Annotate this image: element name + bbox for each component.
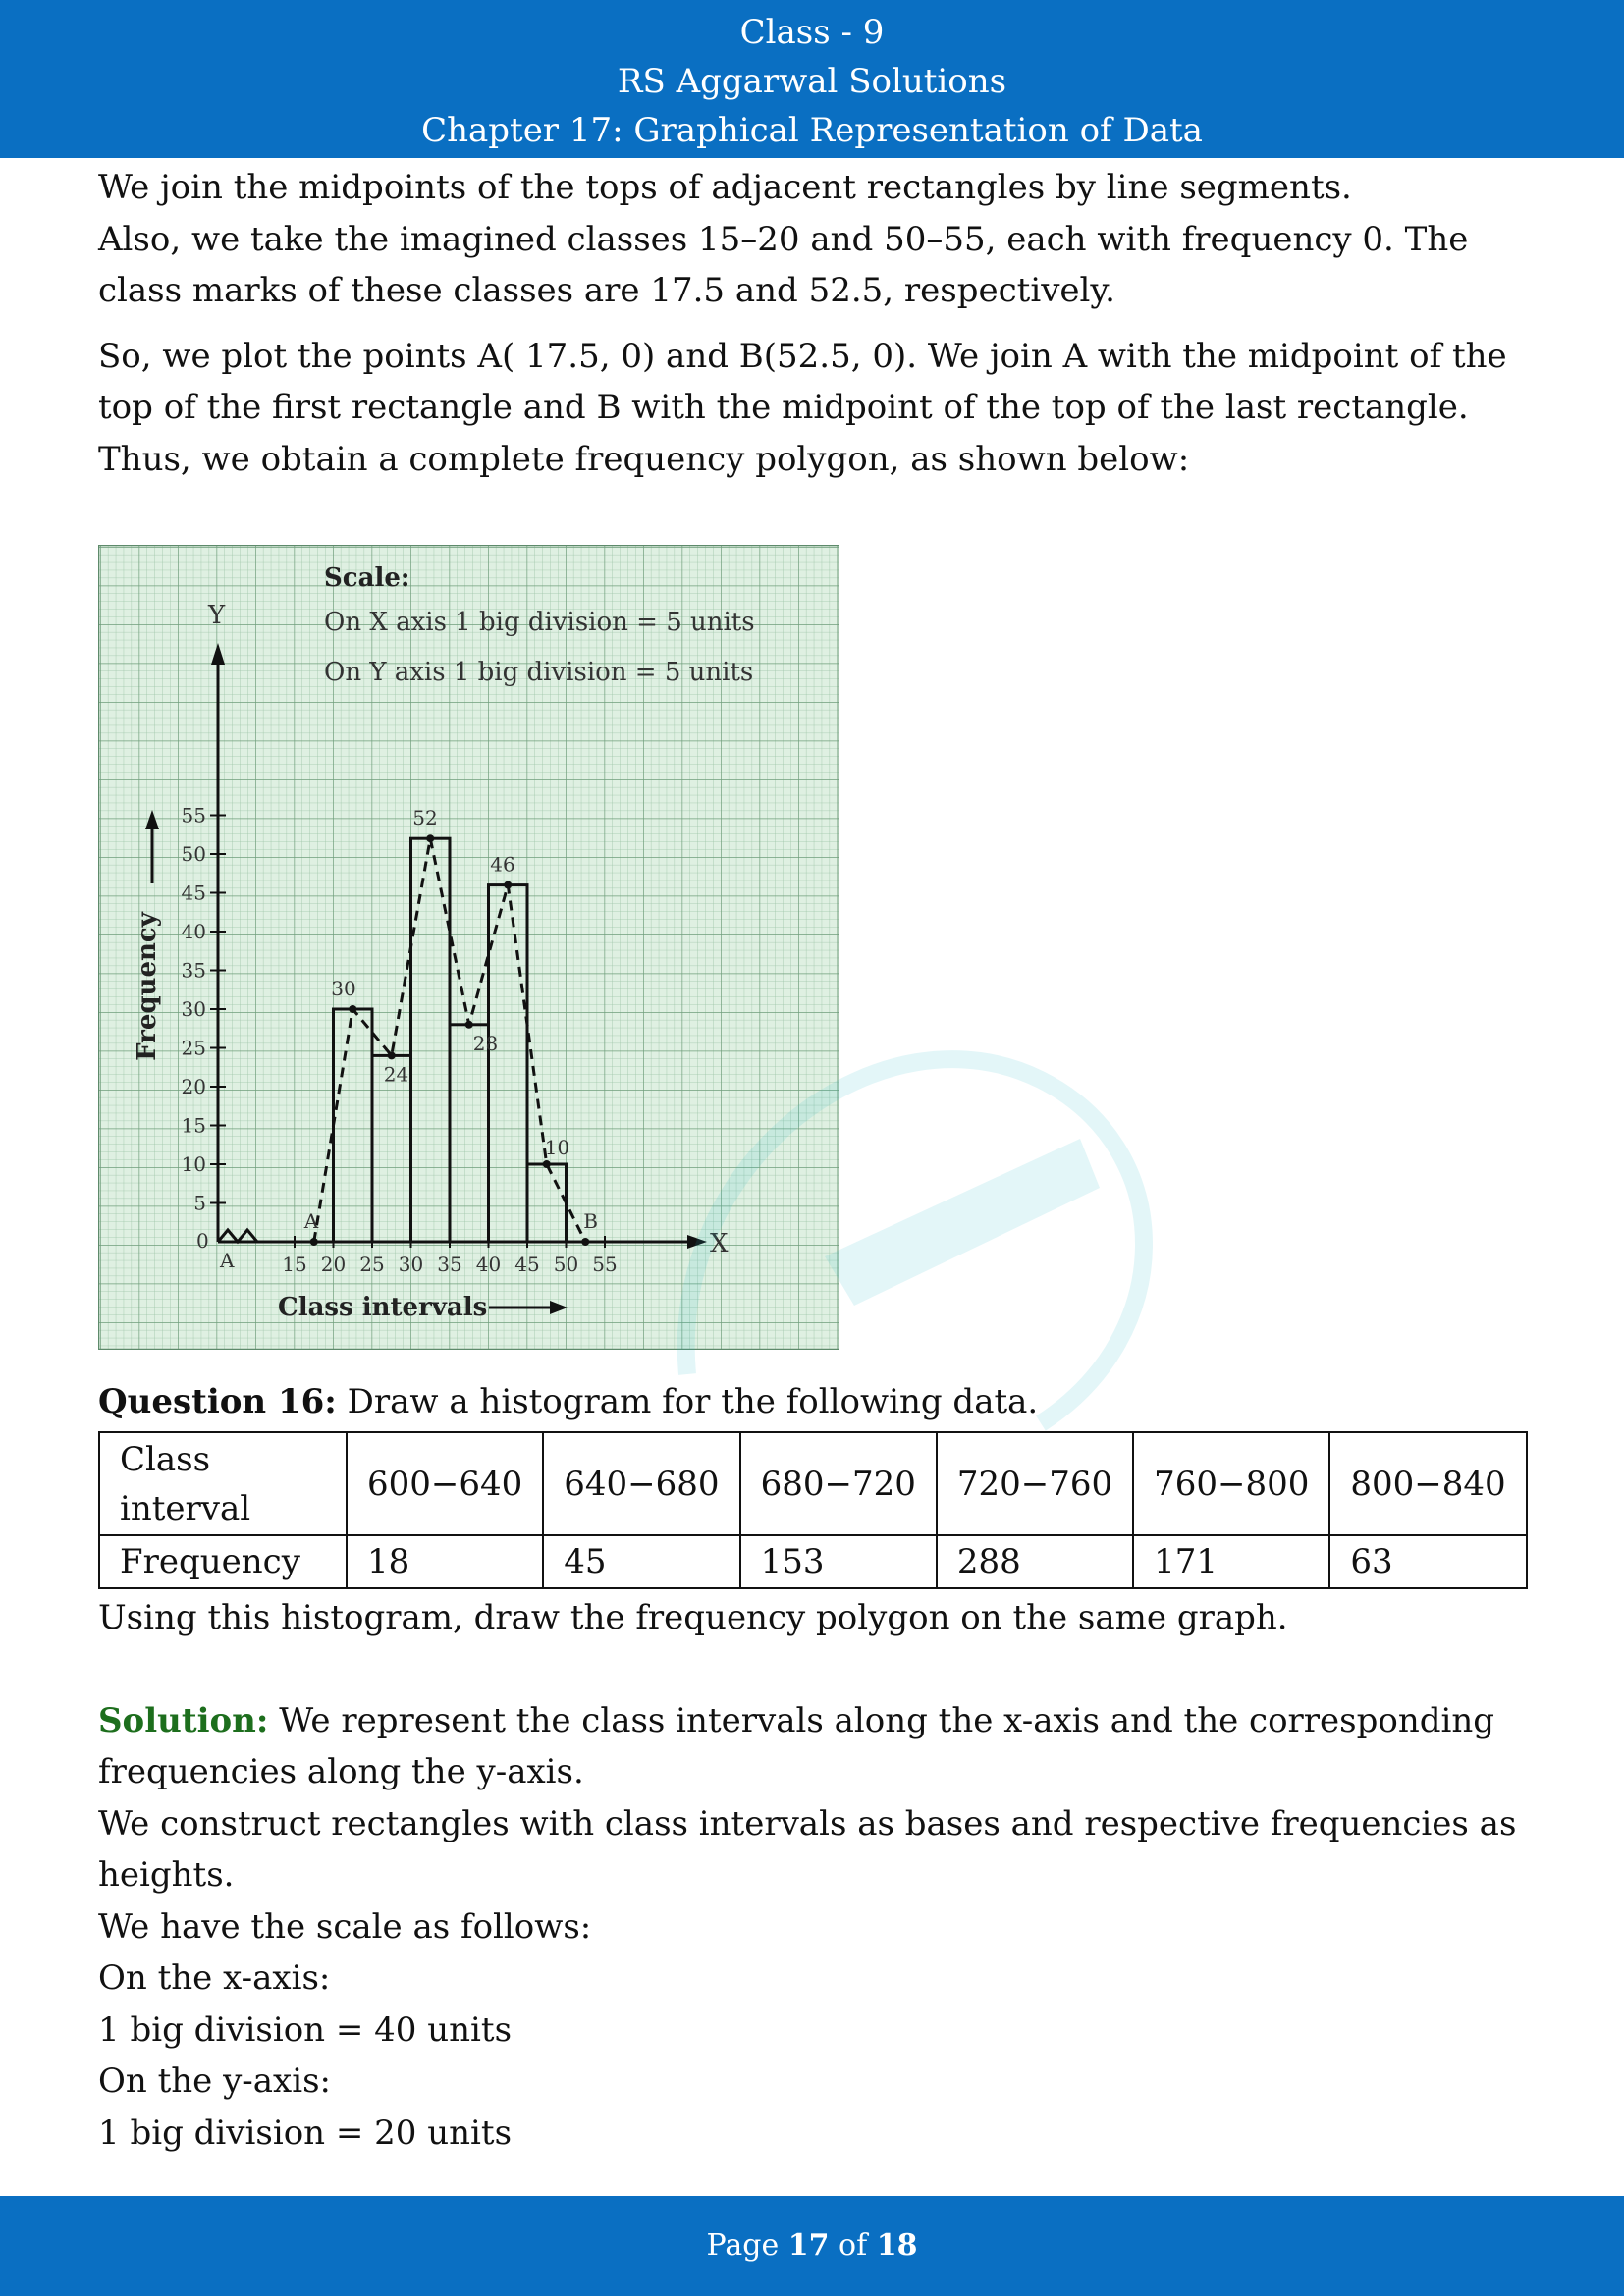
solution-line-3: We have the scale as follows: <box>98 1906 592 1947</box>
x-tick-label: 25 <box>359 1253 385 1276</box>
solution-text <box>98 1592 1551 2159</box>
page-footer <box>0 2196 1624 2296</box>
y-tick-label: 10 <box>181 1152 206 1176</box>
y-tick-label: 5 <box>193 1191 206 1215</box>
x-axis-letter: X <box>710 1229 729 1258</box>
table-cell: 288 <box>937 1535 1133 1588</box>
value-label: 28 <box>472 1031 499 1055</box>
value-label: 24 <box>383 1062 409 1087</box>
table-cell: 800−840 <box>1329 1432 1526 1535</box>
value-label: 52 <box>412 806 438 830</box>
y-axis-title: Frequency <box>133 912 162 1061</box>
point-a-label: A <box>303 1209 319 1233</box>
intro-p2: Also, we take the imagined classes 15–20 and 50–55, each with frequency 0. The class marks of these classes are 17.5 and 52.5, respectively. <box>98 219 1469 310</box>
table-cell: 45 <box>543 1535 739 1588</box>
y-axis-letter: Y <box>208 601 226 630</box>
y-tick-label: 55 <box>181 803 206 828</box>
origin-label: 0 <box>196 1229 209 1253</box>
x-tick-label: 40 <box>475 1253 502 1276</box>
table-cell: 680−720 <box>740 1432 937 1535</box>
x-tick-label: 55 <box>592 1253 618 1276</box>
value-label: 10 <box>544 1136 570 1159</box>
scale-y-text: On Y axis 1 big division = 5 units <box>324 658 754 687</box>
solution-line-4: On the x-axis: <box>98 1958 331 1998</box>
polygon-point <box>388 1051 396 1059</box>
footer-total: 18 <box>876 2228 918 2263</box>
polygon-point <box>349 1005 356 1013</box>
solution-line-2: We construct rectangles with class intervals as bases and respective frequencies as heights. <box>98 1803 1517 1895</box>
after-table-text: Using this histogram, draw the frequency polygon on the same graph. <box>98 1598 1288 1637</box>
scale-x-text: On X axis 1 big division = 5 units <box>324 608 755 637</box>
watermark-logo <box>628 962 1218 1512</box>
solution-line-1 <box>98 1695 1551 1798</box>
header-chapter: Chapter 17: Graphical Representation of Data <box>421 111 1203 150</box>
polygon-point <box>543 1160 551 1168</box>
solution-text-1: We represent the class intervals along the x-axis and the corresponding frequencies along the y-axis. <box>98 1700 1495 1791</box>
footer-prefix: Page <box>706 2228 788 2263</box>
table-cell: 63 <box>1329 1535 1526 1588</box>
question-label: Question 16: <box>98 1382 337 1421</box>
footer-page: 17 <box>787 2228 830 2263</box>
table-cell: 171 <box>1133 1535 1329 1588</box>
x-axis-title: Class intervals <box>278 1293 488 1322</box>
y-tick-label: 45 <box>181 881 206 905</box>
table-row <box>99 1535 1527 1588</box>
x-tick-label: 15 <box>282 1253 307 1276</box>
page-header <box>0 0 1624 158</box>
point-b-label: B <box>583 1209 598 1233</box>
polygon-point <box>504 881 512 889</box>
intro-p1: We join the midpoints of the tops of adjacent rectangles by line segments. <box>98 168 1352 207</box>
question-16 <box>98 1376 1038 1427</box>
solution-line-5: 1 big division = 40 units <box>98 2009 513 2050</box>
x-tick-label: 20 <box>320 1253 347 1276</box>
intro-p4: Thus, we obtain a complete frequency polygon, as shown below: <box>98 439 1190 479</box>
scale-title: Scale: <box>324 563 410 593</box>
polygon-point <box>426 834 434 842</box>
footer-mid: of <box>829 2228 877 2263</box>
table-cell: Class interval <box>99 1432 347 1535</box>
y-tick-label: 40 <box>181 920 206 943</box>
table-cell: 760−800 <box>1133 1432 1329 1535</box>
table-cell: 153 <box>740 1535 937 1588</box>
polygon-point <box>310 1238 318 1246</box>
origin-a-label: A <box>220 1249 235 1272</box>
table-cell: 18 <box>347 1535 543 1588</box>
header-class: Class - 9 <box>739 13 885 52</box>
value-label: 30 <box>331 977 356 1000</box>
y-tick-label: 50 <box>181 842 206 866</box>
y-tick-label: 20 <box>181 1075 206 1098</box>
x-tick-label: 50 <box>553 1253 579 1276</box>
table-row <box>99 1432 1527 1535</box>
table-cell: 640−680 <box>543 1432 739 1535</box>
value-label: 46 <box>490 852 515 877</box>
solution-label: Solution: <box>98 1700 269 1740</box>
x-tick-label: 35 <box>437 1253 462 1276</box>
x-tick-label: 45 <box>514 1253 540 1276</box>
table-cell: Frequency <box>99 1535 347 1588</box>
polygon-point <box>581 1238 589 1246</box>
intro-text <box>98 162 1551 485</box>
question-text: Draw a histogram for the following data. <box>336 1382 1039 1421</box>
y-tick-label: 15 <box>181 1113 206 1138</box>
table-cell: 600−640 <box>347 1432 543 1535</box>
data-table <box>98 1431 1528 1589</box>
polygon-point <box>465 1021 473 1029</box>
x-tick-label: 30 <box>398 1253 424 1276</box>
solution-line-6: On the y-axis: <box>98 2061 331 2101</box>
table-cell: 720−760 <box>937 1432 1133 1535</box>
y-tick-label: 35 <box>181 958 206 983</box>
solution-line-7: 1 big division = 20 units <box>98 2112 513 2153</box>
intro-p3: So, we plot the points A( 17.5, 0) and B(52.5, 0). We join A with the midpoint of the top of the first rectangle and B with the midpoint of the top of the last rectangle. <box>98 336 1507 427</box>
y-tick-label: 30 <box>181 997 206 1021</box>
y-tick-label: 25 <box>181 1036 206 1060</box>
header-book: RS Aggarwal Solutions <box>617 62 1007 101</box>
